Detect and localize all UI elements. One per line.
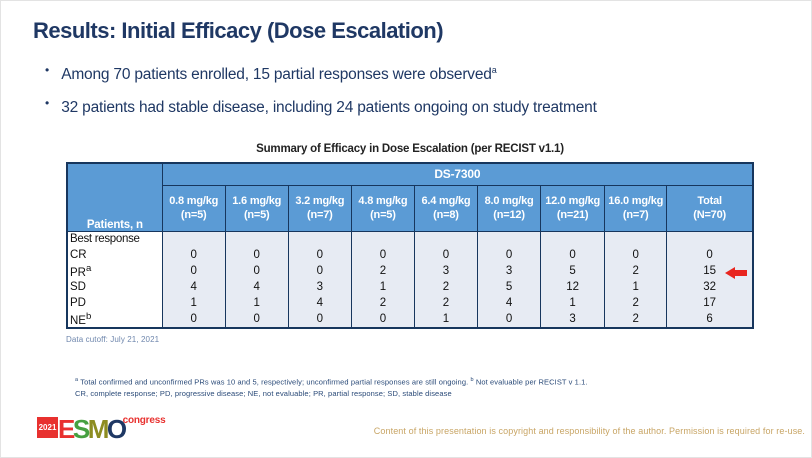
cell-best-response-2 (288, 231, 351, 247)
cell-PD-8: 17 (667, 295, 753, 311)
cell-NE-1: 0 (225, 311, 288, 328)
table-row-PR (67, 263, 753, 279)
efficacy-table (66, 162, 754, 329)
column-header-12.0: 12.0 mg/kg (n=21) (541, 185, 605, 231)
table-row-SD (67, 279, 753, 295)
table-row-PD (67, 295, 753, 311)
group-header-ds7300: DS-7300 (162, 163, 753, 185)
cell-PD-1: 1 (225, 295, 288, 311)
row-label-PD: PD (67, 295, 162, 311)
cell-SD-4: 2 (414, 279, 477, 295)
table-row-NE (67, 311, 753, 328)
bullet-list (45, 60, 745, 126)
table-body (67, 231, 753, 328)
cell-CR-8: 0 (667, 247, 753, 263)
red-arrow-icon (725, 267, 748, 279)
column-header-16.0: 16.0 mg/kg (n=7) (605, 185, 667, 231)
table-group-header-row (67, 163, 753, 185)
cell-CR-6: 0 (541, 247, 605, 263)
logo-year-badge: 2021 (37, 417, 58, 438)
footnote-marker-a: a (85, 263, 92, 275)
logo-congress-label: congress (122, 415, 166, 426)
cell-SD-8: 32 (667, 279, 753, 295)
cell-CR-4: 0 (414, 247, 477, 263)
esmo-wordmark: ESMO (58, 414, 125, 444)
table-dose-header-row (67, 185, 753, 231)
footnote-line-2: CR, complete response; PD, progressive disease; NE, not evaluable; PR, partial response; SD, stable disease (75, 388, 452, 398)
footnote-marker-b: b (85, 311, 92, 322)
cell-NE-3: 0 (351, 311, 414, 328)
cell-PD-3: 2 (351, 295, 414, 311)
cell-best-response-3 (351, 231, 414, 247)
bullet-item-2 (45, 93, 745, 118)
column-header-total: Total (N=70) (667, 185, 753, 231)
bullet-dot-icon: • (45, 63, 50, 77)
cell-NE-7: 2 (605, 311, 667, 328)
cell-CR-1: 0 (225, 247, 288, 263)
row-label-SD: SD (67, 279, 162, 295)
column-header-8.0: 8.0 mg/kg (n=12) (478, 185, 541, 231)
cell-CR-5: 0 (478, 247, 541, 263)
cell-PR-5: 3 (478, 263, 541, 279)
column-header-3.2: 3.2 mg/kg (n=7) (288, 185, 351, 231)
cell-CR-3: 0 (351, 247, 414, 263)
cell-NE-4: 1 (414, 311, 477, 328)
page-title: Results: Initial Efficacy (Dose Escalation) (33, 18, 444, 43)
cell-CR-7: 0 (605, 247, 667, 263)
cell-PR-6: 5 (541, 263, 605, 279)
footnote-marker-a: a (491, 65, 497, 75)
cell-PD-6: 1 (541, 295, 605, 311)
table-row-CR (67, 247, 753, 263)
cell-best-response-8 (667, 231, 753, 247)
cell-NE-8: 6 (667, 311, 753, 328)
data-cutoff-note: Data cutoff: July 21, 2021 (66, 335, 160, 344)
cell-PR-2: 0 (288, 263, 351, 279)
cell-PR-7: 2 (605, 263, 667, 279)
cell-best-response-1 (225, 231, 288, 247)
cell-best-response-6 (541, 231, 605, 247)
cell-PR-8: 15 (667, 263, 753, 279)
cell-SD-0: 4 (162, 279, 225, 295)
red-arrow-shaft (734, 270, 747, 276)
cell-best-response-0 (162, 231, 225, 247)
esmo-congress-logo (37, 414, 165, 448)
corner-header-patients: Patients, n (67, 163, 162, 231)
cell-PD-5: 4 (478, 295, 541, 311)
footnotes (75, 375, 755, 399)
column-header-1.6: 1.6 mg/kg (n=5) (225, 185, 288, 231)
footnote-line-1: $^a$ Total confirmed and unconfirmed PRs was 10 and 5, respectively; unconfirmed partial responses are still ongoing. $^b$ Not evaluable per RECIST v 1.1. (75, 377, 588, 387)
cell-CR-2: 0 (288, 247, 351, 263)
column-header-4.8: 4.8 mg/kg (n=5) (351, 185, 414, 231)
cell-best-response-4 (414, 231, 477, 247)
cell-PD-2: 4 (288, 295, 351, 311)
cell-SD-3: 1 (351, 279, 414, 295)
table-row-section (67, 231, 753, 247)
table-title: Summary of Efficacy in Dose Escalation (per RECIST v1.1) (256, 143, 564, 155)
cell-PR-4: 3 (414, 263, 477, 279)
cell-NE-0: 0 (162, 311, 225, 328)
cell-PR-0: 0 (162, 263, 225, 279)
cell-best-response-5 (478, 231, 541, 247)
cell-SD-2: 3 (288, 279, 351, 295)
column-header-0.8: 0.8 mg/kg (n=5) (162, 185, 225, 231)
cell-PR-3: 2 (351, 263, 414, 279)
cell-SD-1: 4 (225, 279, 288, 295)
copyright-notice: Content of this presentation is copyright and responsibility of the author. Permission is required for re-use. (373, 426, 805, 436)
cell-CR-0: 0 (162, 247, 225, 263)
bullet-dot-icon: • (45, 96, 50, 111)
cell-PD-4: 2 (414, 295, 477, 311)
cell-PD-0: 1 (162, 295, 225, 311)
cell-NE-5: 0 (478, 311, 541, 328)
row-label-NE: $NE^b$ (67, 311, 162, 328)
cell-NE-6: 3 (541, 311, 605, 328)
row-label-best-response: Best response (67, 231, 162, 247)
cell-PD-7: 2 (605, 295, 667, 311)
bullet-text-1: Among 70 patients enrolled, 15 partial responses were observed$^a$ (61, 65, 497, 84)
cell-SD-7: 1 (605, 279, 667, 295)
cell-best-response-7 (605, 231, 667, 247)
cell-SD-5: 5 (478, 279, 541, 295)
column-header-6.4: 6.4 mg/kg (n=8) (414, 185, 477, 231)
cell-NE-2: 0 (288, 311, 351, 328)
bullet-text-2: 32 patients had stable disease, including 24 patients ongoing on study treatment (61, 99, 597, 117)
cell-SD-6: 12 (541, 279, 605, 295)
row-label-PR: $PR^a$ (67, 263, 162, 279)
row-label-CR: CR (67, 247, 162, 263)
bullet-item-1 (45, 60, 745, 85)
cell-PR-1: 0 (225, 263, 288, 279)
